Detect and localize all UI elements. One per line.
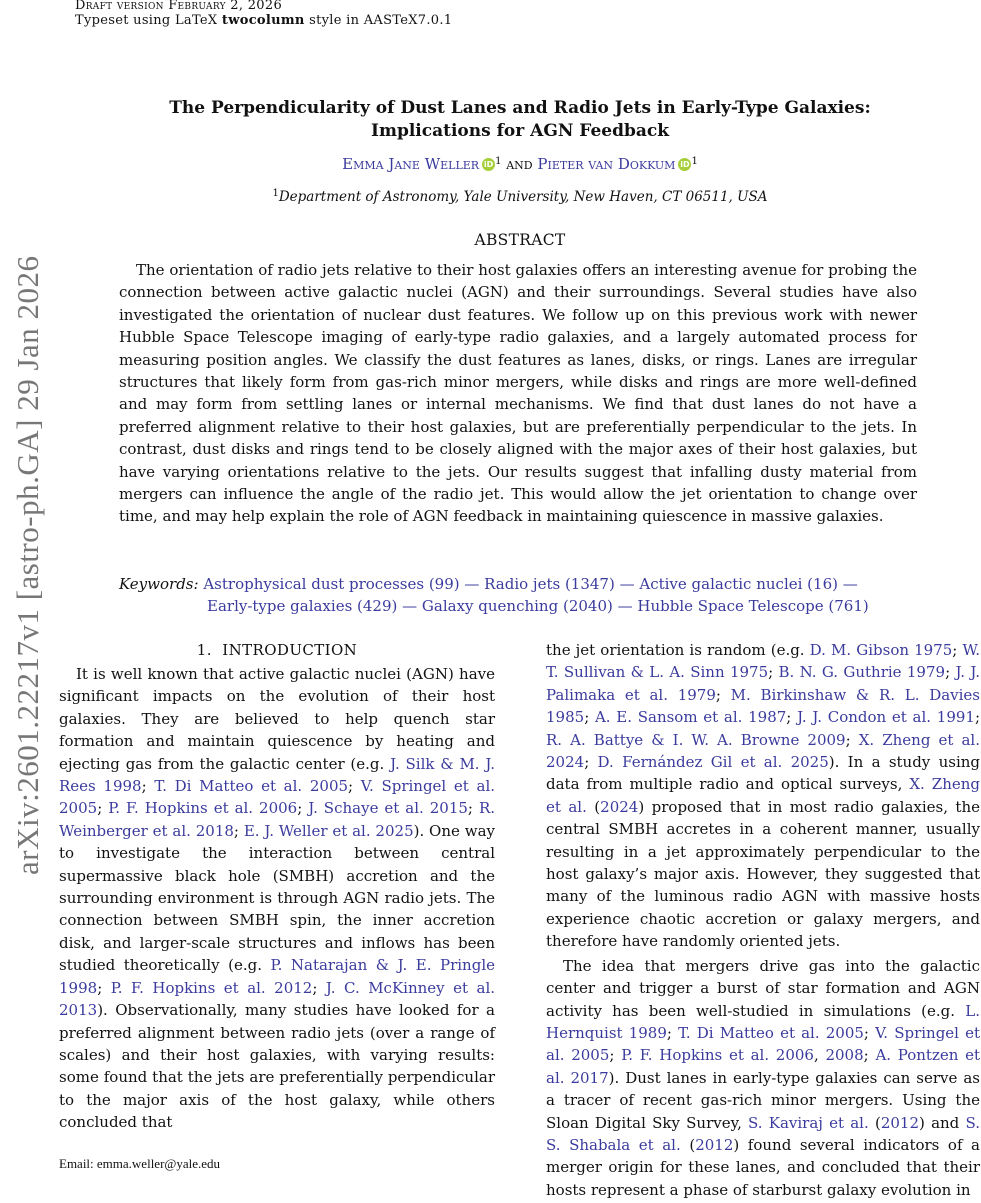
- citation-link[interactable]: X. Zheng et al. 2024: [546, 730, 980, 772]
- citation-link[interactable]: V. Springel et al. 2005: [59, 777, 496, 818]
- citation-link[interactable]: J. J. Palimaka et al. 1979: [546, 663, 980, 704]
- citation-link[interactable]: T. Di Matteo et al. 2005: [678, 1023, 864, 1042]
- citation-link[interactable]: P. F. Hopkins et al. 2012: [110, 978, 313, 997]
- citation-year-link[interactable]: 2012: [880, 1113, 920, 1132]
- author-link-van-dokkum[interactable]: Pieter van Dokkum: [537, 155, 676, 173]
- orcid-icon[interactable]: iD: [483, 160, 494, 169]
- left-column: [59, 639, 495, 1134]
- citation-link[interactable]: J. C. McKinney et al. 2013: [59, 978, 496, 1020]
- abstract-heading: ABSTRACT: [474, 231, 566, 249]
- right-column: [546, 639, 980, 1203]
- citation-link[interactable]: L. Hernquist 1989: [546, 1001, 980, 1042]
- author-list: Emma Jane Weller iD $^1$ and Pieter van Dokkum iD $^1$: [342, 155, 698, 173]
- citation-link[interactable]: B. N. G. Guthrie 1979: [778, 663, 946, 682]
- arxiv-stamp: arXiv:2601.22217v1 [astro-ph.GA] 29 Jan 2026: [10, 255, 45, 875]
- citation-link[interactable]: S. S. Shabala et al.: [546, 1113, 980, 1154]
- author-link-weller[interactable]: Emma Jane Weller: [342, 155, 480, 173]
- citation-year-link[interactable]: 2024: [600, 797, 639, 816]
- citation-link[interactable]: X. Zheng et al.: [546, 775, 980, 816]
- keywords: [119, 573, 919, 618]
- citation-link[interactable]: D. M. Gibson 1975: [809, 641, 953, 659]
- citation-link[interactable]: A. E. Sansom et al. 1987: [594, 708, 787, 727]
- citation-link[interactable]: V. Springel et al. 2005: [546, 1023, 980, 1065]
- citation-link[interactable]: A. Pontzen et al. 2017: [546, 1046, 981, 1087]
- intro-paragraph-1: It is well known that active galactic nuclei (AGN) have significant impacts on the evolution of their host galaxies. They are believed to help quench star formation and maintain quiescence by heating and ejecting gas from the galactic center (e.g. J. Silk & M. J. Rees 1998; T. Di Matteo et al. 2005; V. Springel et al. 2005; P. F. Hopkins et al. 2006; J. Schaye et al. 2015; R. Weinberger et al. 2018; E. J. Weller et al. 2025). One way to investigate the interaction between central supermassive black hole (SMBH) accretion and the surrounding environment is through AGN radio jets. The connection between SMBH spin, the inner accretion disk, and larger-scale structures and inflows has been studied theoretically (e.g. P. Natarajan & J. E. Pringle 1998; P. F. Hopkins et al. 2012; J. C. McKinney et al. 2013). Observationally, many studies have looked for a preferred alignment between radio jets (over a range of scales) and their host galaxies, with varying results: some found that the jets are preferentially perpendicular to the major axis of the host galaxy, while others concluded that: [59, 665, 496, 1132]
- email-footnote: Email: emma.weller@yale.edu: [59, 1156, 221, 1171]
- citation-link[interactable]: T. Di Matteo et al. 2005: [154, 777, 349, 796]
- citation-link[interactable]: J. J. Condon et al. 1991: [797, 708, 975, 727]
- citation-link[interactable]: D. Fernández Gil et al. 2025: [597, 753, 829, 772]
- citation-link[interactable]: W. T. Sullivan & L. A. Sinn 1975: [546, 641, 981, 682]
- keywords-line-1[interactable]: Astrophysical dust processes (99) — Radio jets (1347) — Active galactic nuclei (16) —: [203, 575, 858, 593]
- intro-paragraph-1-cont: the jet orientation is random (e.g. D. M. Gibson 1975; W. T. Sullivan & L. A. Sinn 1975; B. N. G. Guthrie 1979; J. J. Palimaka et al. 1979; M. Birkinshaw & R. L. Davies 1985; A. E. Sansom et al. 1987; J. J. Condon et al. 1991; R. A. Battye & I. W. A. Browne 2009; X. Zheng et al. 2024; D. Fernández Gil et al. 2025). In a study using data from multiple radio and optical surveys, X. Zheng et al. (2024) proposed that in most radio galaxies, the central SMBH accretes in a coherent manner, usually resulting in a jet approximately perpendicular to the host galaxy’s major axis. However, they suggested that many of the luminous radio AGN with massive hosts experience chaotic accretion or galaxy mergers, and therefore have randomly oriented jets.: [546, 641, 981, 951]
- affiliation: $^1$Department of Astronomy, Yale University, New Haven, CT 06511, USA: [272, 188, 768, 205]
- abstract-text: The orientation of radio jets relative to their host galaxies offers an interesting avenue for probing the connection between active galactic nuclei (AGN) and their surroundings. Several studies have also investigated the orientation of nuclear dust features. We follow up on this previous work with newer Hubble Space Telescope imaging of early-type radio galaxies, and a largely automated process for measuring position angles. We classify the dust features as lanes, disks, or rings. Lanes are irregular structures that likely form from gas-rich minor mergers, while disks and rings are more well-defined and may form from settling lanes or internal mechanisms. We find that dust lanes do not have a preferred alignment relative to their host galaxies, but are preferentially perpendicular to the jets. In contrast, dust disks and rings tend to be closely aligned with the major axes of their host galaxies, but have varying orientations relative to the jets. Our results suggest that infalling dusty material from mergers can influence the angle of the radio jet. This would allow the jet orientation to change over time, and may help explain the role of AGN feedback in maintaining quiescence in massive galaxies.: [119, 261, 917, 526]
- citation-link[interactable]: J. Schaye et al. 2015: [308, 799, 468, 818]
- orcid-icon[interactable]: iD: [680, 160, 690, 169]
- latex-logo: LaTeX: [174, 13, 218, 28]
- citation-link[interactable]: 2008: [825, 1046, 864, 1065]
- intro-paragraph-2: The idea that mergers drive gas into the galactic center and trigger a burst of star formation and AGN activity has been well-studied in simulations (e.g. L. Hernquist 1989; T. Di Matteo et al. 2005; V. Springel et al. 2005; P. F. Hopkins et al. 2006, 2008; A. Pontzen et al. 2017). Dust lanes in early-type galaxies can serve as a tracer of recent gas-rich minor mergers. Using the Sloan Digital Sky Survey, S. Kaviraj et al. (2012) and S. S. Shabala et al. (2012) found several indicators of a merger origin for these lanes, and concluded that their hosts represent a phase of starburst galaxy evolution in: [546, 956, 981, 1199]
- citation-link[interactable]: M. Birkinshaw & R. L. Davies 1985: [546, 685, 981, 727]
- citation-link[interactable]: E. J. Weller et al. 2025: [243, 821, 414, 840]
- paper-title: The Perpendicularity of Dust Lanes and Radio Jets in Early-Type Galaxies: Implications for AGN Feedback: [169, 98, 871, 141]
- citation-link[interactable]: S. Kaviraj et al.: [748, 1113, 869, 1132]
- citation-link[interactable]: R. Weinberger et al. 2018: [59, 799, 495, 840]
- citation-link[interactable]: P. Natarajan & J. E. Pringle 1998: [59, 956, 495, 997]
- citation-link[interactable]: P. F. Hopkins et al. 2006: [621, 1046, 814, 1065]
- draft-version-line: Draft version February 2, 2026: [75, 0, 283, 13]
- section-heading: 1. INTRODUCTION: [196, 641, 358, 659]
- keywords-line-2[interactable]: Early-type galaxies (429) — Galaxy quenching (2040) — Hubble Space Telescope (761): [207, 597, 869, 616]
- citation-link[interactable]: R. A. Battye & I. W. A. Browne 2009: [546, 730, 846, 749]
- typeset-line: Typeset using LaTeX twocolumn style in AASTeX7.0.1: [75, 13, 453, 28]
- keywords-label: Keywords:: [119, 575, 199, 593]
- citation-link[interactable]: J. Silk & M. J. Rees 1998: [59, 754, 495, 796]
- citation-link[interactable]: P. F. Hopkins et al. 2006: [108, 799, 298, 818]
- citation-year-link[interactable]: 2012: [695, 1135, 734, 1154]
